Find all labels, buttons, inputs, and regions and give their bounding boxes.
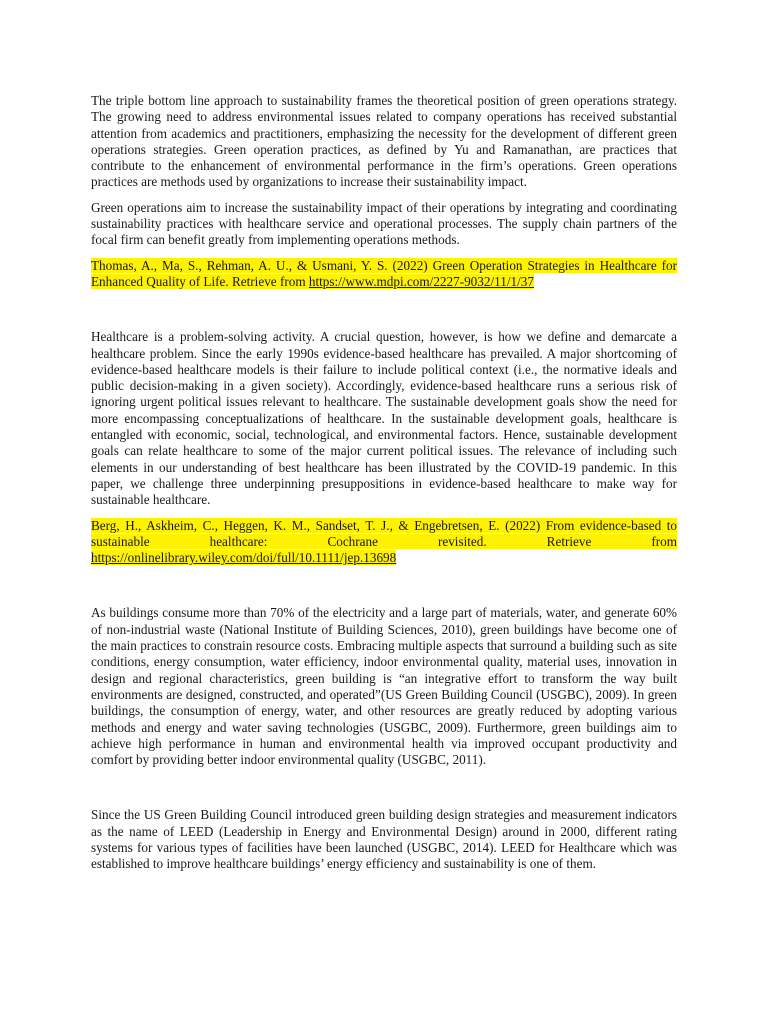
paragraph-leed-healthcare: Since the US Green Building Council introduced green building design strategies and measurement indicators as the name of LEED (Leadership in Energy and Environmental Design) around in 2000, different rating systems for various types of facilities have been launched (USGBC, 2014). LEED for Healthcare which was established to improve healthcare buildings’ energy efficiency and sustainability is one of them.: [91, 807, 677, 872]
reference-link-mdpi[interactable]: https://www.mdpi.com/2227-9032/11/1/37: [308, 273, 534, 289]
reference-text: Thomas, A., Ma, S., Rehman, A. U., & Usmani, Y. S. (2022) Green Operation Strategies in Healthcare for Enhanced Quality of Life. Retrieve from: [91, 257, 677, 289]
paragraph-healthcare-problem: Healthcare is a problem-solving activity. A crucial question, however, is how we define and demarcate a healthcare problem. Since the early 1990s evidence-based healthcare has prevailed. A major shortcoming of evidence-based healthcare models is their failure to include political context (i.e., the normative ideals and public decision-making in a given society). Accordingly, evidence-based healthcare runs a serious risk of ignoring urgent political issues relevant to healthcare. The sustainable development goals show the need for more encompassing conceptualizations of healthcare. In the sustainable development goals, healthcare is entangled with economic, social, technological, and environmental factors. Hence, sustainable development goals can relate healthcare to some of the major current political issues. The relevance of including such elements in our understanding of best healthcare has been illustrated by the COVID-19 pandemic. In this paper, we challenge three underpinning presuppositions in evidence-based healthcare to make way for sustainable healthcare.: [91, 329, 677, 508]
document-page: [91, 93, 677, 873]
reference-thomas-2022: [91, 258, 677, 291]
reference-text: Berg, H., Askheim, C., Heggen, K. M., Sandset, T. J., & Engebretsen, E. (2022) From evidence-based to sustainable healthcare: Cochrane revisited. Retrieve from: [91, 517, 677, 549]
reference-link-wiley[interactable]: https://onlinelibrary.wiley.com/doi/full/10.1111/jep.13698: [91, 550, 397, 566]
paragraph-green-buildings: As buildings consume more than 70% of the electricity and a large part of materials, water, and generate 60% of non-industrial waste (National Institute of Building Sciences, 2010), green buildings have become one of the main practices to constrain resource costs. Embracing multiple aspects that surround a building such as site conditions, energy consumption, water efficiency, indoor environmental quality, material uses, innovation in design and regional characteristics, green building is “an integrative effort to transform the way built environments are designed, constructed, and operated”(US Green Building Council (USGBC), 2009). In green buildings, the consumption of energy, water, and other resources are greatly reduced by adopting various methods and energy and water saving technologies (USGBC, 2009). Furthermore, green buildings aim to achieve high performance in human and environmental health via improved occupant productivity and comfort by providing better indoor environmental quality (USGBC, 2011).: [91, 605, 677, 768]
paragraph-green-operations-aim: Green operations aim to increase the sustainability impact of their operations by integrating and coordinating sustainability practices with healthcare service and operational processes. The supply chain partners of the focal firm can benefit greatly from implementing operations methods.: [91, 199, 677, 248]
reference-berg-2022: [91, 518, 677, 567]
paragraph-green-operations-intro: The triple bottom line approach to sustainability frames the theoretical position of green operations strategy. The growing need to address environmental issues related to company operations has received substantial attention from academics and practitioners, emphasizing the necessity for the development of different green operations strategies. Green operation practices, as defined by Yu and Ramanathan, are practices that contribute to the enhancement of environmental performance in the firm’s operations. Green operations practices are methods used by organizations to increase their sustainability impact.: [91, 93, 677, 190]
